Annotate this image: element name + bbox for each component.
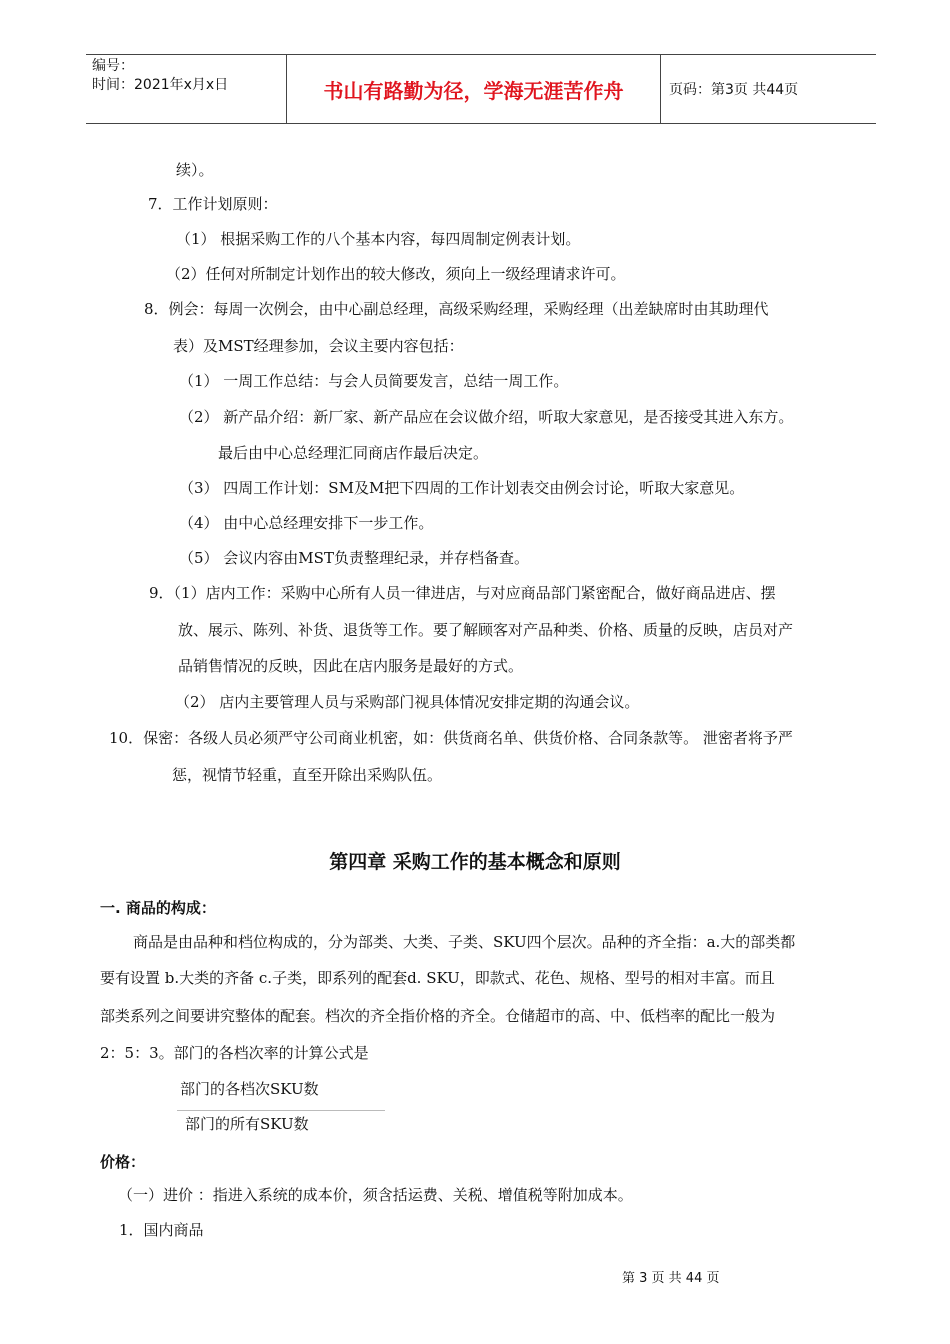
body-line: （1） 一周工作总结：与会人员简要发言，总结一周工作。 — [179, 372, 569, 390]
page-footer: 第 3 页 共 44 页 — [622, 1271, 720, 1286]
body-line: 7．工作计划原则： — [148, 195, 278, 213]
formula-denominator: 部门的所有SKU数 — [185, 1115, 309, 1133]
body-line: （5） 会议内容由MST负责整理纪录，并存档备查。 — [179, 549, 529, 567]
paragraph-line: （一）进价 ：指进入系统的成本价，须含括运费、关税、增值税等附加成本。 — [118, 1186, 633, 1204]
body-line: （2）任何对所制定计划作出的较大修改，须向上一级经理请求许可。 — [166, 265, 626, 283]
section-heading: 一. 商品的构成： — [100, 899, 216, 917]
body-line: 表）及MST经理参加，会议主要内容包括： — [173, 337, 464, 355]
body-line: 9．（1）店内工作：采购中心所有人员一律进店，与对应商品部门紧密配合，做好商品进店、摆 — [149, 584, 776, 602]
section-heading: 价格： — [100, 1153, 146, 1171]
body-line: 8．例会：每周一次例会，由中心副总经理，高级采购经理，采购经理（出差缺席时由其助理代 — [144, 300, 769, 318]
header-meta — [86, 55, 287, 123]
body-line: （3） 四周工作计划：SM及M把下四周的工作计划表交由例会讨论，听取大家意见。 — [179, 479, 745, 497]
time-label: 时间：2021年x月x日 — [92, 77, 229, 93]
formula-numerator: 部门的各档次SKU数 — [180, 1080, 319, 1098]
paragraph-line: 商品是由品种和档位构成的，分为部类、大类、子类、SKU四个层次。品种的齐全指：a.大的部类都 — [133, 933, 796, 951]
header-motto: 书山有路勤为径，学海无涯苦作舟 — [287, 55, 661, 123]
body-line: （2） 新产品介绍：新厂家、新产品应在会议做介绍，听取大家意见，是否接受其进入东方。 — [179, 408, 794, 426]
body-line: 惩，视情节轻重，直至开除出采购队伍。 — [172, 766, 443, 784]
body-line: 品销售情况的反映，因此在店内服务是最好的方式。 — [178, 657, 524, 675]
code-label: 编号： — [92, 58, 134, 74]
body-line: 10．保密：各级人员必须严守公司商业机密，如：供货商名单、供货价格、合同条款等。 泄密者将予严 — [109, 729, 793, 747]
formula-fraction-bar — [177, 1110, 385, 1111]
page-header — [86, 54, 876, 124]
paragraph-line: 要有设置 b.大类的齐备 c.子类，即系列的配套d. SKU，即款式、花色、规格、型号的相对丰富。而且 — [100, 969, 775, 987]
body-line: （1） 根据采购工作的八个基本内容，每四周制定例表计划。 — [176, 230, 581, 248]
body-line: （4） 由中心总经理安排下一步工作。 — [179, 514, 434, 532]
header-page-info: 页码：第3页 共44页 — [669, 82, 799, 98]
body-line: 最后由中心总经理汇同商店作最后决定。 — [218, 444, 489, 462]
chapter-title: 第四章 采购工作的基本概念和原则 — [329, 851, 621, 873]
body-line: 放、展示、陈列、补货、退货等工作。要了解顾客对产品种类、价格、质量的反映，店员对产 — [178, 621, 794, 639]
paragraph-line: 1．国内商品 — [119, 1221, 204, 1239]
body-line: （2） 店内主要管理人员与采购部门视具体情况安排定期的沟通会议。 — [175, 693, 640, 711]
paragraph-line: 2：5：3。部门的各档次率的计算公式是 — [100, 1044, 369, 1062]
paragraph-line: 部类系列之间要讲究整体的配套。档次的齐全指价格的齐全。仓储超市的高、中、低档率的配比一般为 — [100, 1007, 776, 1025]
body-line: 续）。 — [176, 161, 214, 179]
